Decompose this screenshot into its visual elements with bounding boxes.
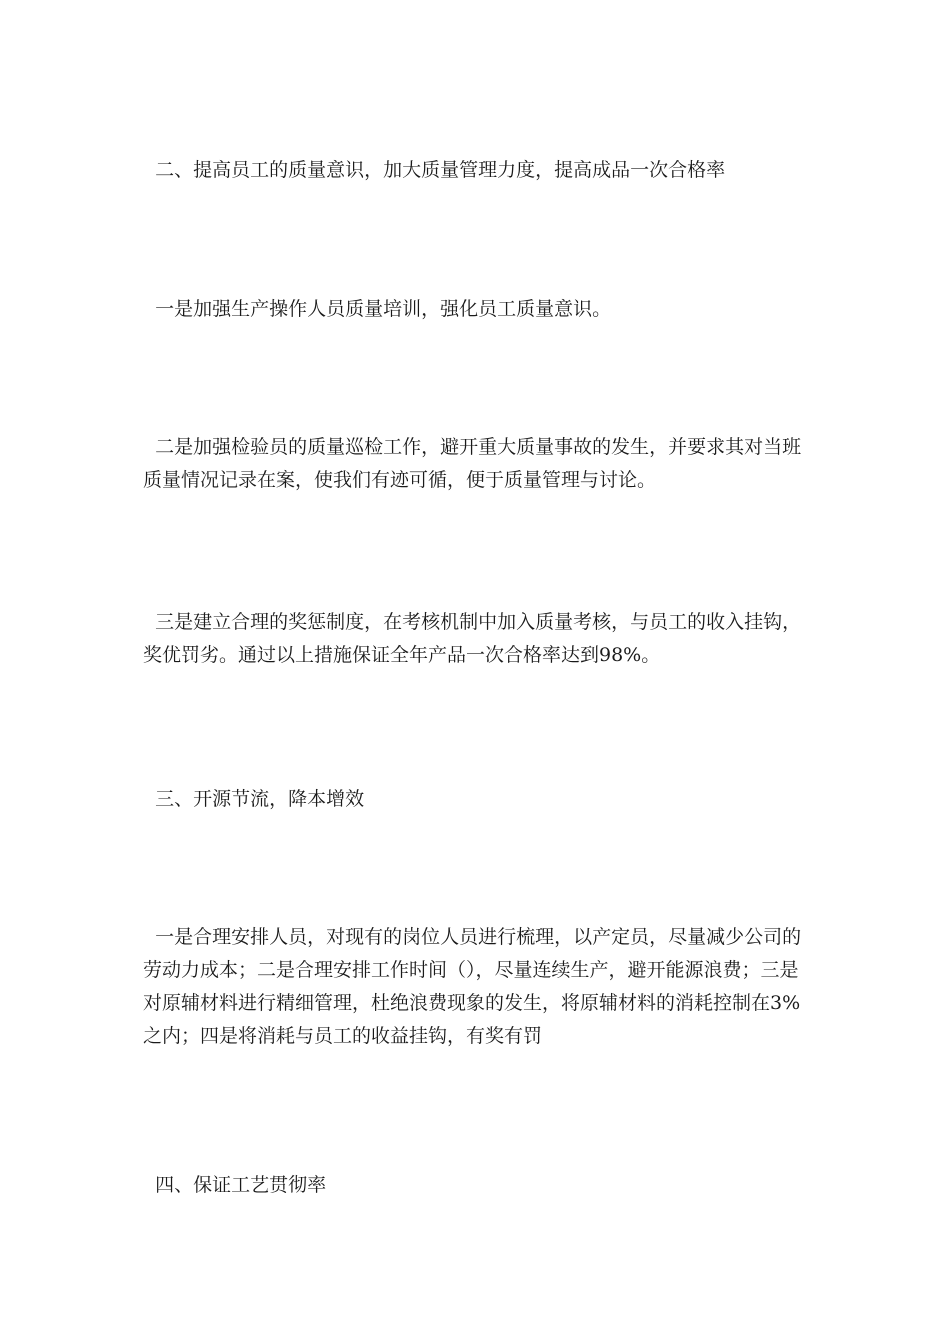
paragraph-reward-system: 三是建立合理的奖惩制度，在考核机制中加入质量考核，与员工的收入挂钩，奖优罚劣。通过以上措施保证全年产品一次合格率达到98%。 bbox=[143, 611, 802, 666]
paragraph-quality-training: 一是加强生产操作人员质量培训，强化员工质量意识。 bbox=[143, 298, 612, 320]
section-heading-process-compliance: 四、保证工艺贯彻率 bbox=[143, 1174, 327, 1196]
section-heading-quality: 二、提高员工的质量意识，加大质量管理力度，提高成品一次合格率 bbox=[143, 159, 726, 181]
section-heading-cost-reduction: 三、开源节流，降本增效 bbox=[143, 788, 365, 810]
paragraph-quality-inspection: 二是加强检验员的质量巡检工作，避开重大质量事故的发生，并要求其对当班质量情况记录在案，使我们有迹可循，便于质量管理与讨论。 bbox=[143, 436, 802, 491]
paragraph-cost-measures: 一是合理安排人员，对现有的岗位人员进行梳理，以产定员，尽量减少公司的劳动力成本；二是合理安排工作时间（），尽量连续生产，避开能源浪费；三是对原辅材料进行精细管理，杜绝浪费现象的发生，将原辅材料的消耗控制在3%之内；四是将消耗与员工的收益挂钩，有奖有罚 bbox=[143, 926, 802, 1047]
